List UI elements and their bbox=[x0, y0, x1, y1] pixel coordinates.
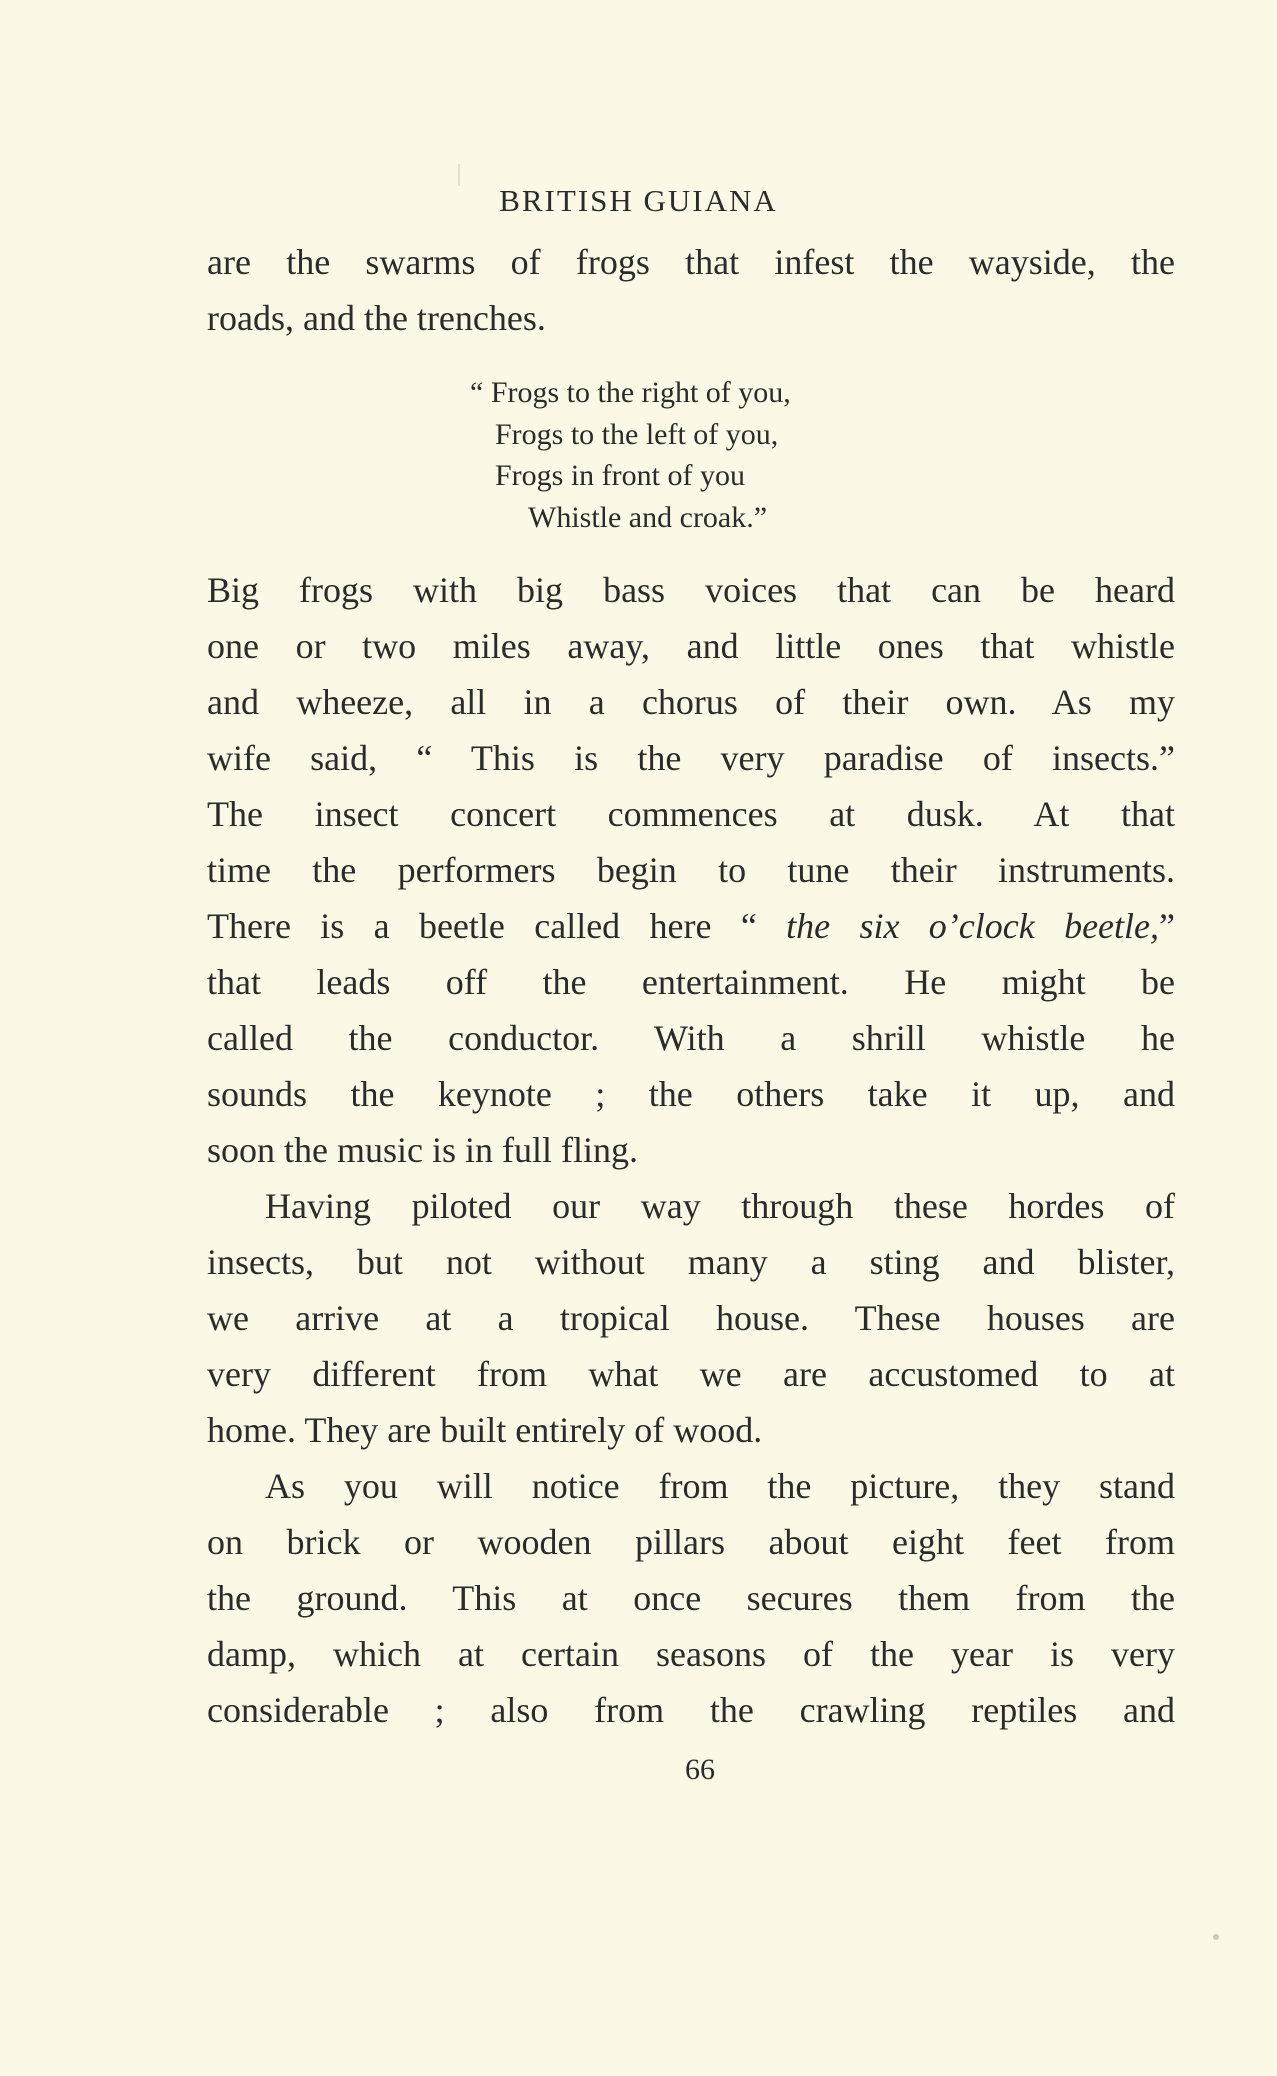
text-line: wife said, “ This is the very paradise of insects.” bbox=[207, 738, 1175, 778]
body-text bbox=[207, 562, 1175, 1738]
text-line: damp, which at certain seasons of the year is very bbox=[207, 1634, 1175, 1674]
text-line: on brick or wooden pillars about eight feet from bbox=[207, 1522, 1175, 1562]
text-line: considerable ; also from the crawling reptiles and bbox=[207, 1690, 1175, 1730]
text-line: sounds the keynote ; the others take it up, and bbox=[207, 1074, 1175, 1114]
text-line: insects, but not without many a sting and blister, bbox=[207, 1242, 1175, 1282]
text-line: roads, and the trenches. bbox=[207, 298, 546, 338]
running-head: BRITISH GUIANA bbox=[499, 183, 778, 218]
beetle-name-italic: the six o’clock beetle, bbox=[786, 906, 1160, 946]
text-line: called the conductor. With a shrill whistle he bbox=[207, 1018, 1175, 1058]
beetle-line-before: There is a beetle called here “ bbox=[207, 906, 787, 946]
text-line: that leads off the entertainment. He might be bbox=[207, 962, 1175, 1002]
text-line: and wheeze, all in a chorus of their own. As my bbox=[207, 682, 1175, 722]
text-line: we arrive at a tropical house. These houses are bbox=[207, 1298, 1175, 1338]
text-line: Having piloted our way through these hordes of bbox=[265, 1186, 1175, 1226]
beetle-line-after: ” bbox=[1159, 906, 1175, 946]
verse-line: “ Frogs to the right of you, bbox=[470, 376, 791, 409]
text-line: time the performers begin to tune their instruments. bbox=[207, 850, 1175, 890]
verse-line: Whistle and croak.” bbox=[528, 500, 768, 534]
text-line: As you will notice from the picture, they stand bbox=[265, 1466, 1175, 1506]
text-line: Big frogs with big bass voices that can be heard bbox=[207, 570, 1175, 610]
verse-line: Frogs in front of you bbox=[495, 459, 745, 492]
verse-quotation bbox=[470, 372, 791, 538]
verse-line: Frogs to the left of you, bbox=[495, 417, 779, 451]
text-line: the ground. This at once secures them from the bbox=[207, 1578, 1175, 1618]
text-line: soon the music is in full fling. bbox=[207, 1130, 638, 1170]
text-line: are the swarms of frogs that infest the wayside, the bbox=[207, 242, 1175, 282]
opening-text bbox=[207, 234, 1175, 346]
beetle-line bbox=[207, 898, 1175, 954]
page-number: 66 bbox=[685, 1753, 715, 1786]
text-line: very different from what we are accustomed to at bbox=[207, 1354, 1175, 1394]
text-line: home. They are built entirely of wood. bbox=[207, 1410, 763, 1450]
text-line: one or two miles away, and little ones that whistle bbox=[207, 626, 1175, 666]
paper-speck bbox=[1213, 1934, 1219, 1940]
text-line: The insect concert commences at dusk. At that bbox=[207, 794, 1175, 834]
